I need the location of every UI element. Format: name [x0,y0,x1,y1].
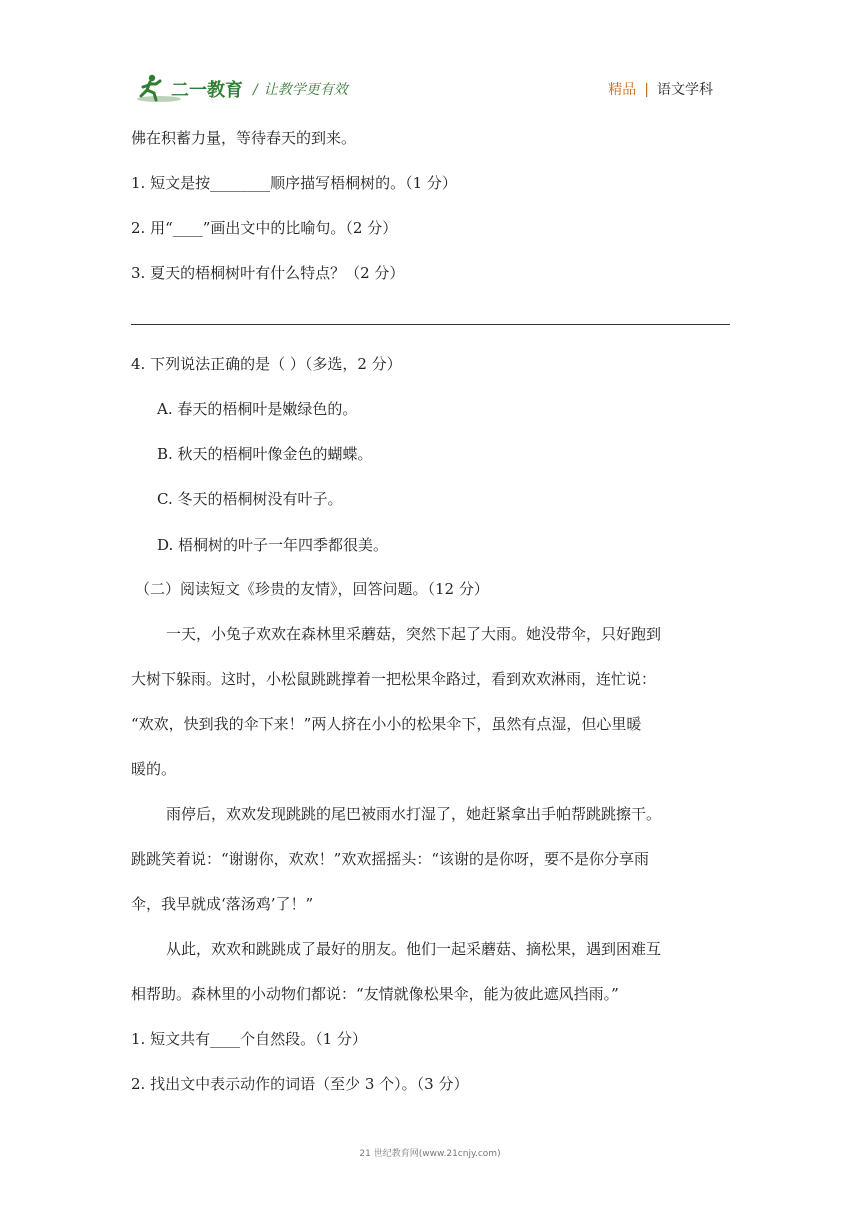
passage-line: 暖的。 [131,760,177,778]
logo [135,72,245,106]
question-1: 1. 短文是按________顺序描写梧桐树的。（1 分） [131,174,457,192]
question-3: 3. 夏天的梧桐树叶有什么特点？（2 分） [131,264,405,282]
passage-line: 相帮助。森林里的小动物们都说：“友情就像松果伞，能为彼此遮风挡雨。” [131,985,619,1003]
premium-badge: 精品 [608,82,637,98]
passage-line: 伞，我早就成‘落汤鸡’了！” [131,895,314,913]
passage-line: 大树下躲雨。这时，小松鼠跳跳撑着一把松果伞路过，看到欢欢淋雨，连忙说： [131,670,657,688]
subject-label: 语文学科 [657,82,713,98]
passage-line: 一天，小兔子欢欢在森林里采蘑菇，突然下起了大雨。她没带伞，只好跑到 [166,625,662,643]
brand-separator: | [644,82,649,98]
s2-question-1: 1. 短文共有____个自然段。（1 分） [131,1030,367,1048]
passage-line: 雨停后，欢欢发现跳跳的尾巴被雨水打湿了，她赶紧拿出手帕帮跳跳擦干。 [166,805,662,823]
option-b: B. 秋天的梧桐叶像金色的蝴蝶。 [157,445,373,463]
runner-logo-icon [135,72,245,106]
passage-line: 从此，欢欢和跳跳成了最好的朋友。他们一起采蘑菇、摘松果，遇到困难互 [166,940,662,958]
slogan-text: 让教学更有效 [263,82,348,98]
question-4: 4. 下列说法正确的是（ ）（多选，2 分） [131,355,402,373]
option-c: C. 冬天的梧桐树没有叶子。 [157,490,343,508]
passage-line: 跳跳笑着说：“谢谢你，欢欢！”欢欢摇摇头：“该谢的是你呀，要不是你分享雨 [131,850,650,868]
slogan-slash: / [253,82,258,98]
continuation-text: 佛在积蓄力量，等待春天的到来。 [131,129,357,147]
answer-line [131,324,730,325]
question-2: 2. 用“____”画出文中的比喻句。（2 分） [131,219,398,237]
option-a: A. 春天的梧桐叶是嫩绿色的。 [157,400,358,418]
passage-line: “欢欢，快到我的伞下来！”两人挤在小小的松果伞下，虽然有点湿，但心里暖 [131,715,642,733]
section-2-title: （二）阅读短文《珍贵的友情》，回答问题。（12 分） [135,580,489,598]
footer: 21 世纪教育网(www.21cnjy.com) [359,1149,501,1159]
slogan [253,79,348,99]
option-d: D. 梧桐树的叶子一年四季都很美。 [157,536,389,554]
s2-question-2: 2. 找出文中表示动作的词语（至少 3 个）。（3 分） [131,1075,469,1093]
logo-text: 二一教育 [171,80,243,101]
page-header [135,72,735,106]
brand-label [608,79,713,99]
